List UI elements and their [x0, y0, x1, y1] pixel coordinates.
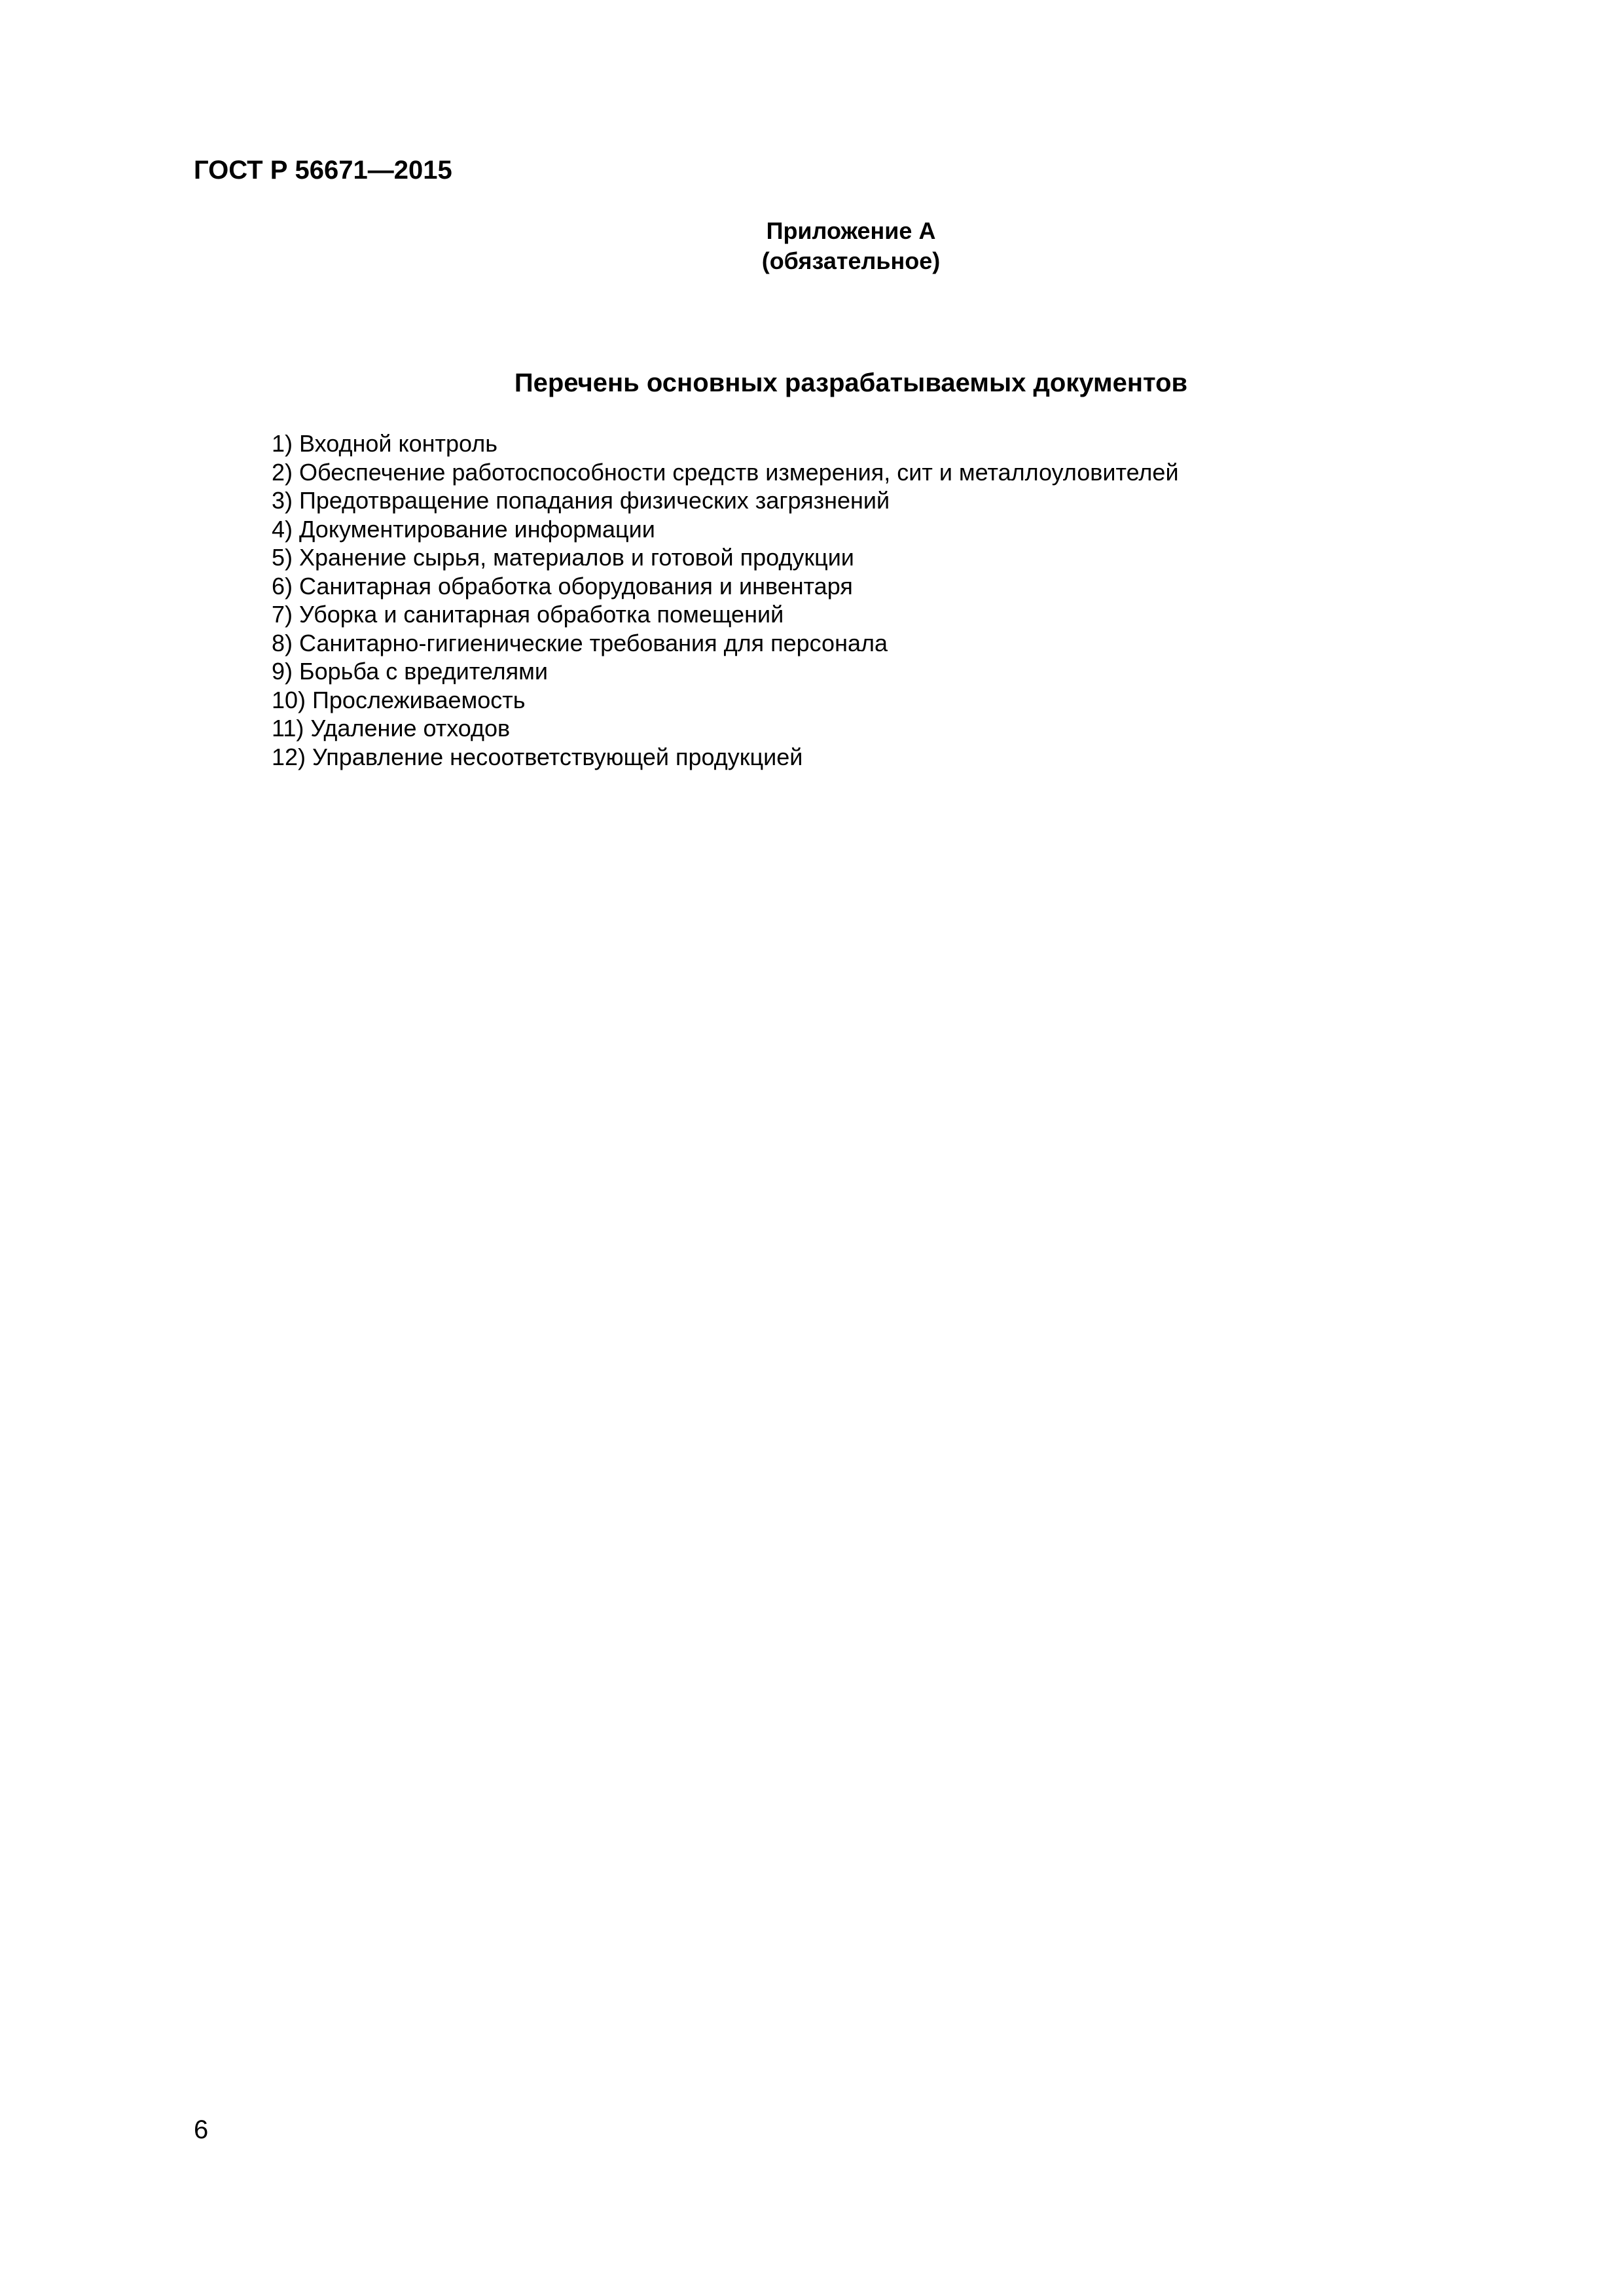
section-title: Перечень основных разрабатываемых документов [514, 368, 1188, 397]
list-item: 9) Борьба с вредителями [272, 658, 549, 685]
appendix-heading [720, 216, 982, 276]
appendix-title: Приложение А [766, 217, 936, 244]
list-item: 10) Прослеживаемость [272, 686, 526, 713]
list-item: 8) Санитарно-гигиенические требования для персонала [272, 629, 888, 656]
list-item: 1) Входной контроль [272, 430, 498, 457]
list-item: 3) Предотвращение попадания физических загрязнений [272, 487, 890, 514]
list-item: 2) Обеспечение работоспособности средств измерения, сит и металлоуловителей [272, 458, 1179, 486]
list-item: 6) Санитарная обработка оборудования и инвентаря [272, 572, 853, 600]
page-number: 6 [194, 2115, 209, 2144]
list-item: 7) Уборка и санитарная обработка помещений [272, 601, 784, 628]
list-item: 12) Управление несоответствующей продукцией [272, 743, 803, 770]
document-list [272, 429, 1179, 771]
list-item: 11) Удаление отходов [272, 715, 511, 742]
list-item: 4) Документирование информации [272, 515, 655, 543]
document-code: ГОСТ Р 56671—2015 [194, 156, 452, 185]
list-item: 5) Хранение сырья, материалов и готовой продукции [272, 544, 854, 571]
appendix-status: (обязательное) [761, 247, 941, 274]
